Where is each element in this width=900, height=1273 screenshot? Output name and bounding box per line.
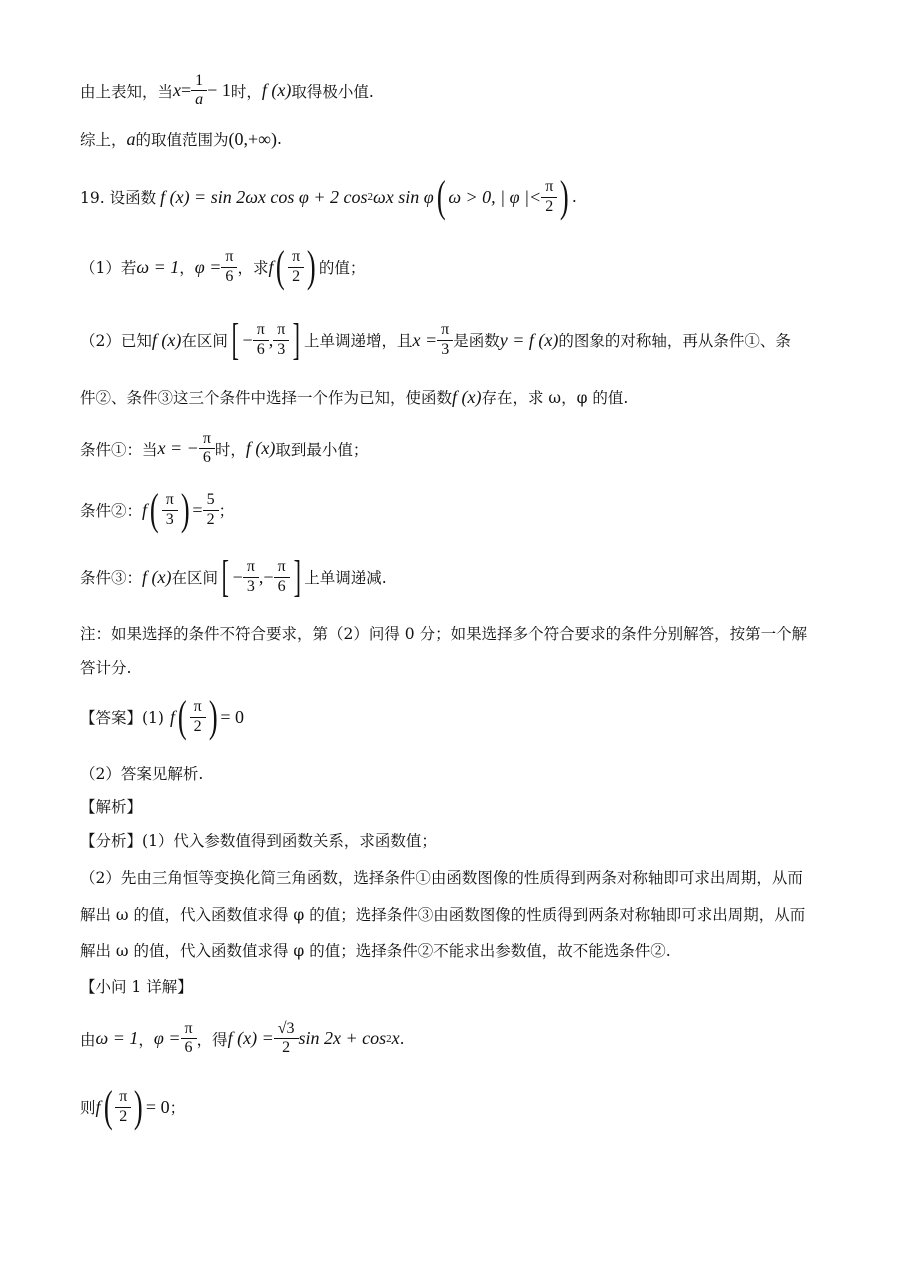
solution-line-1 [80,1020,405,1058]
text: 在区间 [171,569,219,587]
answer-2 [80,762,203,784]
section-jiexi [80,795,142,817]
math-op: , [268,329,274,350]
text: 是函数 [453,332,500,350]
left-bracket: [ [231,315,239,364]
text: 则 [80,1099,96,1117]
fraction [245,558,257,596]
fenxi-2 [80,866,803,888]
left-paren: ( [177,692,187,741]
text: 由 [80,1030,96,1049]
numerator: π [292,248,301,266]
left-paren: ( [276,242,286,291]
text: （2）已知 [80,332,152,350]
numerator: π [225,248,234,266]
math-expr: f (x) = sin 2ωx cos φ + 2 cos [160,186,368,207]
text: 上单调递增，且 [304,332,413,350]
line-extremum [80,72,374,110]
denominator: 2 [288,267,304,286]
fenxi-1 [80,829,437,851]
math-op: − 1 [207,80,231,101]
text: （1）若 [80,259,137,277]
question-number: 19. 设函数 [80,189,157,207]
math-fx: f (x) [452,386,482,407]
left-paren: ( [149,485,159,534]
numerator: π [277,558,286,576]
denominator: a [191,90,207,109]
text: 【答案】(1) [80,709,164,727]
math-expr: f (x) = [227,1028,274,1049]
text: 解出 ω 的值，代入函数值求得 φ 的值；选择条件②不能求出参数值，故不能选条件②. [80,942,671,960]
right-paren: ) [560,172,569,221]
fenxi-3 [80,903,805,925]
fraction [276,558,288,596]
math-expr: φ = [153,1028,181,1049]
text: 注：如果选择的条件不符合要求，第（2）问得 0 分；如果选择多个符合要求的条件分别解答，按第一个解 [80,625,808,643]
fenxi-4 [80,939,671,961]
text: ； [218,502,235,520]
numerator: π [193,698,202,716]
numerator: 1 [195,72,204,89]
fraction [275,321,287,359]
math-fx: f (x) [151,329,182,350]
left-paren: ( [103,1082,113,1131]
numerator: 5 [206,491,215,509]
text: 的值； [318,259,366,277]
denominator: 2 [274,1038,299,1057]
text: (1）代入参数值得到函数关系，求函数值； [142,832,437,850]
text: 的图象的对称轴，再从条件①、条 [558,332,791,350]
math-op: − [242,329,253,350]
math-range: (0,+∞) [228,128,278,149]
denominator: 6 [181,1038,197,1057]
text: 条件②： [80,502,143,520]
text: 件②、条件③这三个条件中选择一个作为已知，使函数 [80,389,453,407]
fraction [255,321,267,359]
fraction [183,1020,195,1058]
text: 取得极小值. [291,82,374,101]
math-expr: ω = 1 [95,1028,139,1049]
text: 取到最小值； [275,440,369,459]
right-bracket: ] [293,552,301,601]
right-paren: ) [307,242,316,291]
question-19 [80,172,577,221]
denominator: 3 [273,340,289,359]
line-conclusion [80,128,282,150]
numerator: π [441,321,450,339]
condition-3 [80,552,387,601]
numerator: π [119,1088,128,1106]
math-fn: f [169,706,175,727]
text: 综上， [80,131,127,149]
numerator: π [246,558,255,576]
fraction [276,1020,297,1058]
denominator: 2 [203,510,219,529]
text: 答计分. [80,659,132,677]
text: 上单调递减. [304,569,387,587]
fraction [193,72,205,110]
denominator: 6 [274,577,290,596]
numerator: π [165,491,174,509]
denominator: 2 [541,197,557,216]
math-op: − [232,566,243,587]
text: 由上表知，当 [80,82,174,101]
fraction [290,248,302,286]
part-2 [80,315,791,364]
left-bracket: [ [221,552,230,601]
text: 解出 ω 的值，代入函数值求得 φ 的值；选择条件③由函数图像的性质得到两条对称轴即可求出周期，从而 [80,906,806,924]
condition-1 [80,430,368,468]
text: ，求 [237,259,269,277]
text: . [399,1029,405,1048]
text: . [571,188,577,206]
numerator: √3 [277,1020,295,1037]
denominator: 3 [243,577,259,596]
denominator: 6 [199,448,215,467]
right-paren: ) [180,485,190,534]
solution-line-2 [80,1082,186,1131]
math-op: = 0 [145,1096,170,1117]
math-op: = 0 [220,706,245,727]
left-paren: ( [436,172,446,221]
text: 【分析】 [80,832,143,850]
fraction [201,430,213,468]
text: 【解析】 [80,798,143,816]
text: 【小问 1 详解】 [80,978,193,996]
fraction [164,491,176,529]
numerator: π [202,430,211,447]
text: . [277,130,282,148]
math-expr: ωx sin φ [373,186,434,207]
numerator: π [277,321,286,339]
part-1 [80,242,366,291]
text: （2）答案见解析. [80,765,204,783]
math-expr: φ = [194,256,222,277]
text: 条件①：当 [80,440,158,459]
superscript: 2 [367,191,373,203]
numerator: π [256,321,265,339]
math-fn: f [142,499,148,520]
right-paren: ) [134,1082,143,1131]
text: 的取值范围为 [135,131,229,149]
text: 条件③： [80,569,143,587]
text: 时， [230,82,262,101]
math-fn: f [268,256,274,277]
subquestion-heading [80,975,193,997]
denominator: 6 [253,340,269,359]
math-expr: sin 2x + cos [298,1028,387,1049]
note-line-1 [80,622,807,644]
superscript: 2 [386,1032,392,1045]
fraction [543,178,555,216]
math-fx: f (x) [261,80,292,101]
math-var: x [173,80,182,101]
denominator: 3 [437,340,453,359]
part-2-cont [80,386,628,408]
math-var: x [391,1028,400,1049]
denominator: 2 [115,1107,131,1126]
math-cond: ω > 0, | φ |< [448,186,542,207]
math-expr: x = − [157,438,199,459]
fraction [205,491,217,529]
denominator: 2 [190,717,206,736]
denominator: 6 [221,267,237,286]
fraction [117,1088,129,1126]
text: ； [169,1099,186,1117]
math-expr: y = f (x) [499,329,559,350]
text: ， [138,1030,154,1049]
text: （2）先由三角恒等变换化简三角函数，选择条件①由函数图像的性质得到两条对称轴即可求出周期，从而 [80,869,803,887]
math-fx: f (x) [245,438,276,459]
answer-1 [80,692,245,741]
fraction [439,321,451,359]
math-op: = [181,80,192,101]
numerator: π [184,1020,193,1037]
fraction [192,698,204,736]
right-bracket: ] [293,315,301,364]
math-op: ,− [258,566,274,587]
math-fn: f [95,1096,101,1117]
math-var: a [126,128,136,149]
text: ， [179,259,195,277]
fraction [223,248,235,286]
math-expr: ω = 1 [136,256,180,277]
math-fx: f (x) [142,566,172,587]
denominator: 3 [162,510,178,529]
math-op: = [192,499,203,520]
text: 在区间 [181,332,228,350]
condition-2 [80,485,235,534]
text: 存在，求 ω，φ 的值. [481,389,629,407]
right-paren: ) [208,692,218,741]
math-expr: x = [412,329,438,350]
text: ，得 [196,1030,228,1049]
note-line-2 [80,656,131,678]
numerator: π [545,178,554,196]
text: 时， [214,440,246,459]
